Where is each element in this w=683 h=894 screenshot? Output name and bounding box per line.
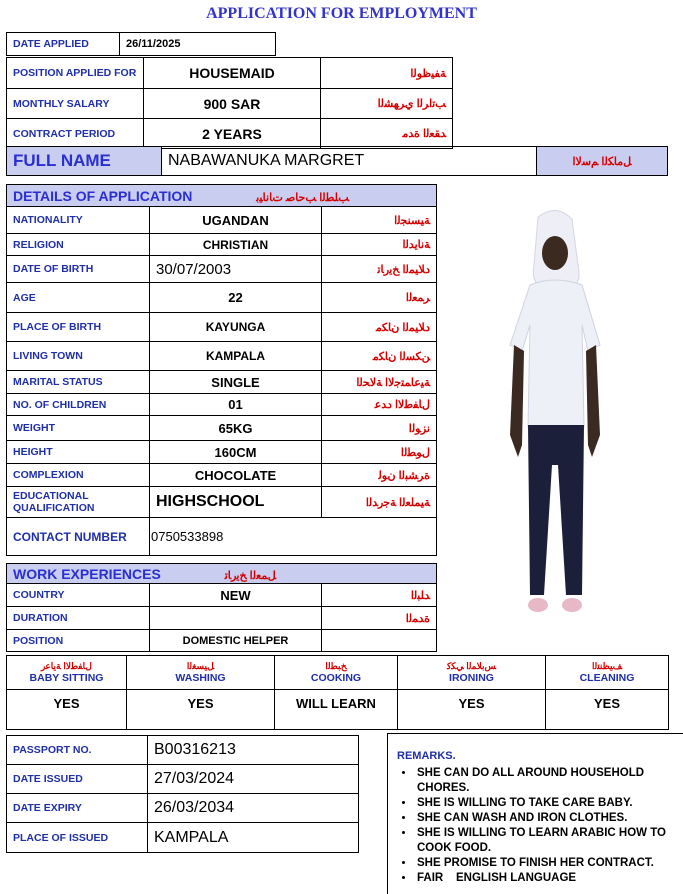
duration-label: DURATION (7, 607, 150, 630)
skill-ironing-value: YES (398, 690, 546, 730)
skill-babysitting-label: BABY SITTING (29, 672, 104, 684)
passport-no-label: PASSPORT NO. (7, 736, 148, 765)
work-position-value: DOMESTIC HELPER (150, 630, 322, 652)
birthplace-label: PLACE OF BIRTH (7, 313, 150, 342)
skill-ironing-label: IRONING (449, 672, 494, 684)
skill-cooking (275, 656, 398, 690)
salary-value: 900 SAR (144, 89, 321, 119)
remark-item: • FAIR ENGLISH LANGUAGE (415, 871, 683, 886)
height-value: 160CM (150, 441, 322, 464)
place-issued-value: KAMPALA (148, 823, 359, 853)
skill-cooking-arabic: ﺦﺒﻄﻟا (325, 661, 347, 671)
weight-label: WEIGHT (7, 416, 150, 441)
position-table (6, 57, 453, 149)
work-header-arabic: ﻞﻤﻌﻟا ﺦﻳرﺎﺗ (224, 569, 277, 582)
complexion-label: COMPLEXION (7, 464, 150, 487)
religion-value: CHRISTIAN (150, 234, 322, 256)
nationality-value: UGANDAN (150, 207, 322, 234)
marital-value: SINGLE (150, 371, 322, 394)
religion-label: RELIGION (7, 234, 150, 256)
skill-cleaning-arabic: ﻒﻴﻈﻨﺘﻟا (591, 661, 623, 671)
skill-cooking-value: WILL LEARN (275, 690, 398, 730)
date-applied-table (6, 32, 276, 56)
full-name-label: FULL NAME (7, 147, 162, 176)
details-table (6, 184, 437, 556)
nationality-label: NATIONALITY (7, 207, 150, 234)
full-name-table (6, 146, 668, 176)
children-arabic: لﺎﻔﻃﻻا دﺪﻋ (322, 394, 437, 416)
skill-ironing (398, 656, 546, 690)
education-arabic: ﺔﻴﻤﻠﻌﻟا ﺔﺟرﺪﻟا (322, 487, 437, 518)
skill-cleaning-value: YES (546, 690, 669, 730)
weight-arabic: نزﻮﻟا (322, 416, 437, 441)
full-name-value: NABAWANUKA MARGRET (162, 147, 537, 176)
position-arabic: ﺔﻔﻴﻇﻮﻟا (321, 58, 453, 89)
position-value: HOUSEMAID (144, 58, 321, 89)
skill-cleaning (546, 656, 669, 690)
birthplace-arabic: دﻼﻴﻤﻟا نﺎﻜﻣ (322, 313, 437, 342)
marital-label: MARITAL STATUS (7, 371, 150, 394)
skills-table (6, 655, 669, 730)
skill-babysitting-arabic: لﺎﻔﻃﻻا ﺔﻳﺎﻋر (41, 661, 92, 671)
height-label: HEIGHT (7, 441, 150, 464)
date-issued-value: 27/03/2024 (148, 765, 359, 794)
skill-ironing-arabic: ﺲﺑﻼﻤﻟا ﻲﻜﻛ (446, 661, 497, 671)
place-issued-label: PLACE OF ISSUED (7, 823, 148, 853)
remark-item: • SHE IS WILLING TO LEARN ARABIC HOW TO COOK FOOD. (415, 826, 683, 856)
contract-label: CONTRACT PERIOD (7, 119, 144, 149)
remarks-list (388, 766, 683, 886)
skill-cleaning-label: CLEANING (579, 672, 635, 684)
complexion-value: CHOCOLATE (150, 464, 322, 487)
duration-value (150, 607, 322, 630)
date-expiry-value: 26/03/2034 (148, 794, 359, 823)
dob-label: DATE OF BIRTH (7, 256, 150, 283)
age-arabic: ﺮﻤﻌﻟا (322, 283, 437, 313)
remark-item: • SHE IS WILLING TO TAKE CARE BABY. (415, 796, 683, 811)
remark-item: • SHE CAN DO ALL AROUND HOUSEHOLD CHORES. (415, 766, 683, 796)
remark-item: • SHE CAN WASH AND IRON CLOTHES. (415, 811, 683, 826)
skill-babysitting (7, 656, 127, 690)
details-header-label: DETAILS OF APPLICATION (13, 187, 193, 204)
work-table (6, 563, 437, 652)
height-arabic: لﻮﻄﻟا (322, 441, 437, 464)
education-label: EDUCATIONAL QUALIFICATION (7, 487, 150, 518)
children-value: 01 (150, 394, 322, 416)
skill-washing (127, 656, 275, 690)
salary-arabic: ﺐﺗاﺮﻟا يﺮﻬﺸﻟا (321, 89, 453, 119)
contact-value: 0750533898 (150, 518, 437, 556)
country-arabic: ﺪﻠﺒﻟا (322, 584, 437, 607)
work-position-label: POSITION (7, 630, 150, 652)
age-label: AGE (7, 283, 150, 313)
work-position-arabic (322, 630, 437, 652)
remark-item: • SHE PROMISE TO FINISH HER CONTRACT. (415, 856, 683, 871)
dob-value: 30/07/2003 (150, 256, 322, 283)
age-value: 22 (150, 283, 322, 313)
dob-arabic: دﻼﻴﻤﻟا ﺦﻳرﺎﺗ (322, 256, 437, 283)
skill-washing-arabic: ﻞﻴﺴﻐﻟا (186, 661, 215, 671)
date-applied-label: DATE APPLIED (7, 33, 120, 56)
education-value: HIGHSCHOOL (150, 487, 322, 518)
passport-table (6, 735, 359, 853)
date-issued-label: DATE ISSUED (7, 765, 148, 794)
applicant-photo (500, 205, 610, 625)
marital-arabic: ﺔﻴﻋﺎﻤﺘﺟﻻا ﺔﻟﺎﺤﻟا (322, 371, 437, 394)
nationality-arabic: ﺔﻴﺴﻨﺠﻟا (322, 207, 437, 234)
skill-washing-label: WASHING (175, 672, 226, 684)
birthplace-value: KAYUNGA (150, 313, 322, 342)
country-value: NEW (150, 584, 322, 607)
skill-cooking-label: COOKING (310, 672, 362, 684)
complexion-arabic: ﺓﺮﺸﺒﻟا نﻮﻟ (322, 464, 437, 487)
country-label: COUNTRY (7, 584, 150, 607)
contract-arabic: ﺪﻘﻌﻟا ﺓﺪﻣ (321, 119, 453, 149)
living-town-arabic: ﻦﻜﺴﻟا نﺎﻜﻣ (322, 342, 437, 371)
details-header (7, 185, 437, 207)
children-label: NO. OF CHILDREN (7, 394, 150, 416)
work-header-label: WORK EXPERIENCES (13, 565, 161, 582)
date-applied-value: 26/11/2025 (120, 33, 276, 56)
salary-label: MONTHLY SALARY (7, 89, 144, 119)
remarks-box (387, 733, 683, 894)
contract-value: 2 YEARS (144, 119, 321, 149)
position-label: POSITION APPLIED FOR (7, 58, 144, 89)
full-name-arabic: ﻞﻣﺎﻜﻟا ﻢﺳﻻا (537, 147, 668, 176)
remarks-title: REMARKS. (397, 750, 456, 762)
details-header-arabic: ﺐﻠﻄﻟا ﺐﺣﺎﺻ تﺎﻧﺎﻴﺑ (256, 191, 350, 204)
duration-arabic: ﺓﺪﻤﻟا (322, 607, 437, 630)
passport-no-value: B00316213 (148, 736, 359, 765)
living-town-label: LIVING TOWN (7, 342, 150, 371)
date-expiry-label: DATE EXPIRY (7, 794, 148, 823)
work-header (7, 564, 437, 584)
weight-value: 65KG (150, 416, 322, 441)
contact-label: CONTACT NUMBER (7, 518, 150, 556)
religion-arabic: ﺔﻧﺎﻳﺪﻟا (322, 234, 437, 256)
page-title: APPLICATION FOR EMPLOYMENT (206, 5, 477, 22)
skill-babysitting-value: YES (7, 690, 127, 730)
living-town-value: KAMPALA (150, 342, 322, 371)
skill-washing-value: YES (127, 690, 275, 730)
